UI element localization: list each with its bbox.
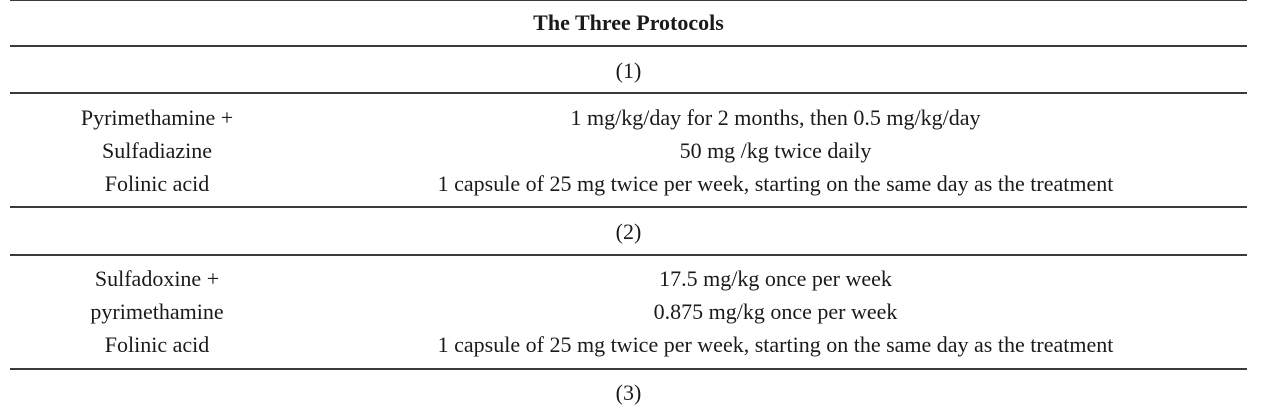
section-rule-2-top: [10, 206, 1247, 208]
dose-cell: 1 mg/kg/day for 2 months, then 0.5 mg/kg/day: [570, 105, 981, 130]
dose-cell: 17.5 mg/kg once per week: [659, 266, 892, 291]
dose-cell: 1 capsule of 25 mg twice per week, starting on the same day as the treatment: [437, 332, 1114, 357]
table-row: [10, 167, 1247, 200]
section-label-1: (1): [615, 58, 642, 83]
drug-cell: pyrimethamine: [90, 299, 224, 324]
dose-cell: 50 mg /kg twice daily: [679, 138, 872, 163]
section-rule-2: [10, 254, 1247, 256]
section-rule-3-top: [10, 368, 1247, 370]
drug-cell: Pyrimethamine +: [80, 105, 234, 130]
section-rule-1: [10, 92, 1247, 94]
table-top-rule: [10, 0, 1247, 1]
drug-cell: Sulfadiazine: [102, 138, 212, 163]
header-rule: [10, 45, 1247, 47]
table-row: [10, 295, 1247, 328]
table-row: [10, 328, 1247, 361]
table-row: [10, 134, 1247, 167]
dose-cell: 0.875 mg/kg once per week: [653, 299, 898, 324]
drug-cell: Folinic acid: [104, 171, 210, 196]
drug-cell: Folinic acid: [104, 332, 210, 357]
drug-cell: Sulfadoxine +: [94, 266, 220, 291]
section-label-2: (2): [615, 219, 642, 244]
table-title: The Three Protocols: [533, 10, 724, 35]
section-label-3: (3): [615, 380, 642, 405]
table-row: [10, 262, 1247, 295]
protocols-table: [10, 0, 1247, 414]
table-row: [10, 101, 1247, 134]
dose-cell: 1 capsule of 25 mg twice per week, starting on the same day as the treatment: [437, 171, 1114, 196]
